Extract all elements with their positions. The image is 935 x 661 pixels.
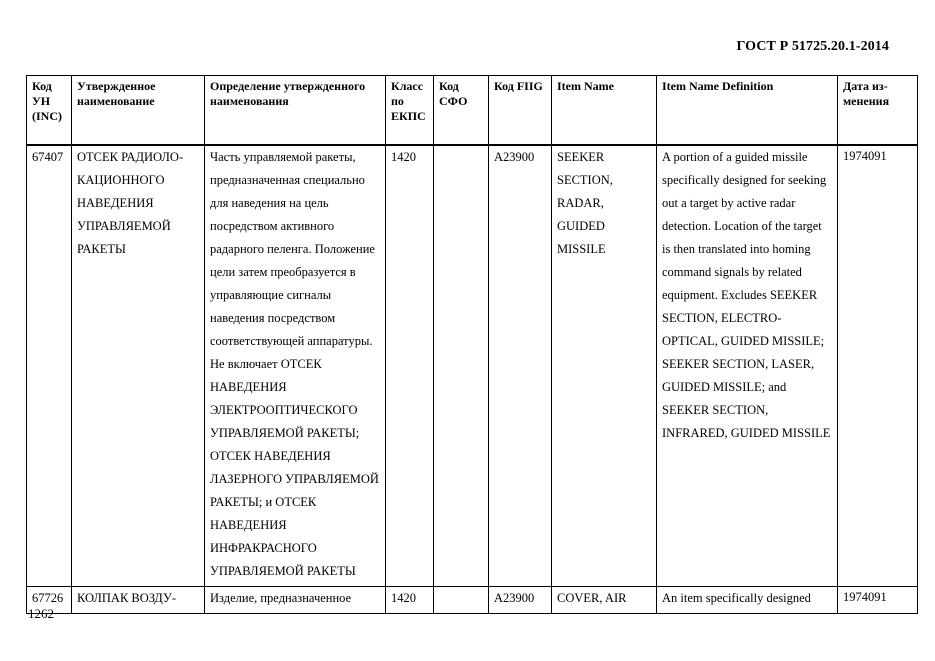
cell-inc: 67407 [27, 145, 72, 587]
cell-inc: 67726 [27, 587, 72, 614]
column-header-item-name: Item Name [552, 76, 657, 146]
cell-sfo [434, 145, 489, 587]
cell-definition: Изделие, предназначенное [205, 587, 386, 614]
column-header-inc: Код УН (INC) [27, 76, 72, 146]
cell-class: 1420 [386, 587, 434, 614]
cell-item-name: SEEKER SECTION, RADAR, GUIDED MISSILE [552, 145, 657, 587]
cell-item-name: COVER, AIR [552, 587, 657, 614]
column-header-fiig: Код FIIG [489, 76, 552, 146]
table-row [27, 145, 918, 587]
cell-fiig: A23900 [489, 145, 552, 587]
cell-sfo [434, 587, 489, 614]
cell-item-definition: An item specifically designed [657, 587, 838, 614]
table-header-row [27, 76, 918, 146]
document-standard-header: ГОСТ Р 51725.20.1-2014 [736, 39, 889, 54]
cell-approved-name: ОТСЕК РАДИОЛО-КАЦИОННОГО НАВЕДЕНИЯ УПРАВЛЯЕМОЙ РАКЕТЫ [72, 145, 205, 587]
cell-date: 1974091 [838, 145, 918, 587]
column-header-item-definition: Item Name Definition [657, 76, 838, 146]
column-header-date: Дата из-менения [838, 76, 918, 146]
cell-approved-name: КОЛПАК ВОЗДУ- [72, 587, 205, 614]
column-header-class: Класс по ЕКПС [386, 76, 434, 146]
table-row [27, 587, 918, 614]
cell-date: 1974091 [838, 587, 918, 614]
cell-class: 1420 [386, 145, 434, 587]
nomenclature-table [26, 75, 918, 614]
cell-fiig: A23900 [489, 587, 552, 614]
column-header-approved-name: Утвержденное наименование [72, 76, 205, 146]
column-header-sfo: Код СФО [434, 76, 489, 146]
column-header-definition: Определение утвержденного наименования [205, 76, 386, 146]
page-number: 1262 [28, 606, 54, 621]
cell-definition: Часть управляемой ракеты, предназначенная специально для наведения на цель посредством активного радарного пеленга. Положение цели затем преобразуется в управляющие сигналы наведения посредством соответствующей аппаратуры. Не включает ОТСЕК НАВЕДЕНИЯ ЭЛЕКТРООПТИЧЕСКОГО УПРАВЛЯЕМОЙ РАКЕТЫ; ОТСЕК НАВЕДЕНИЯ ЛАЗЕРНОГО УПРАВЛЯЕМОЙ РАКЕТЫ; и ОТСЕК НАВЕДЕНИЯ ИНФРАКРАСНОГО УПРАВЛЯЕМОЙ РАКЕТЫ [205, 145, 386, 587]
cell-item-definition: A portion of a guided missile specifically designed for seeking out a target by active radar detection. Location of the target is then translated into homing command signals by related equipment. Excludes SEEKER SECTION, ELECTRO-OPTICAL, GUIDED MISSILE; SEEKER SECTION, LASER, GUIDED MISSILE; and SEEKER SECTION, INFRARED, GUIDED MISSILE [657, 145, 838, 587]
